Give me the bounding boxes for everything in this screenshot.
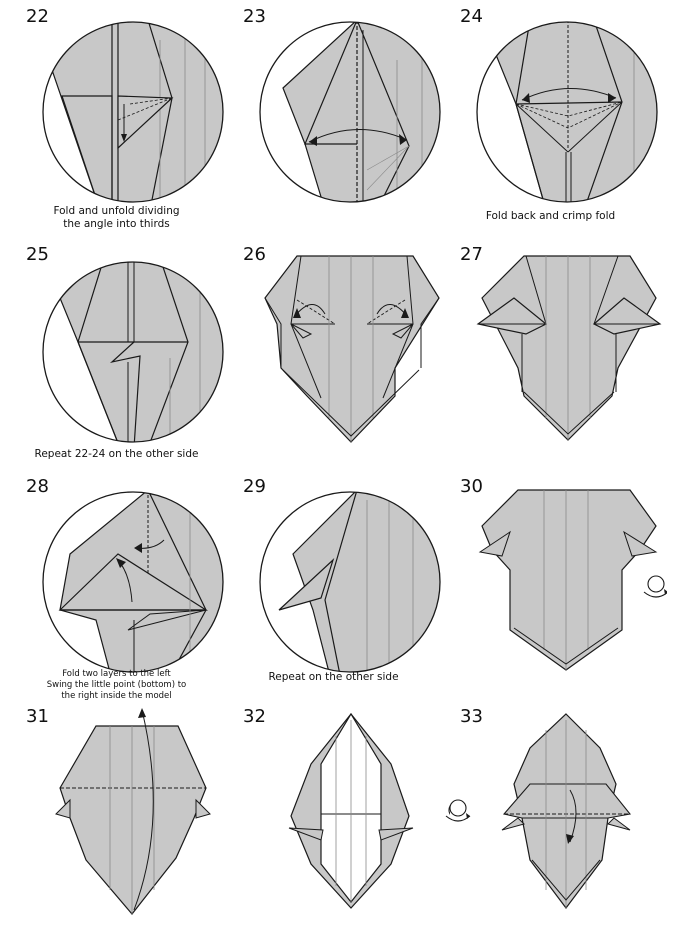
step-30 [434,470,667,702]
step-number: 27 [460,244,483,265]
step-caption: Fold back and crimp fold [485,210,616,222]
step-25 [0,238,233,470]
step-24 [434,0,667,232]
step-number: 32 [243,706,266,727]
step-number: 24 [460,6,483,27]
step-caption: Repeat on the other side [268,671,399,683]
step-22-diagram [0,0,233,232]
step-number: 28 [26,476,49,497]
step-30-diagram [434,470,667,702]
step-23 [217,0,450,232]
step-33 [434,700,667,932]
turn-over-icon [644,576,667,597]
step-23-diagram [217,0,450,232]
step-number: 26 [243,244,266,265]
step-number: 31 [26,706,49,727]
step-27-diagram [434,238,667,470]
step-29-diagram [217,470,450,702]
step-caption: Fold two layers to the left Swing the little point (bottom) to the right inside the model [46,669,187,701]
step-27 [434,238,667,470]
step-number: 25 [26,244,49,265]
step-25-diagram [0,238,233,470]
step-caption: Repeat 22-24 on the other side [34,448,199,460]
step-31-diagram [0,700,233,929]
step-26-diagram [217,238,450,470]
step-caption: Fold and unfold dividing the angle into thirds [53,205,180,230]
step-number: 29 [243,476,266,497]
step-22 [0,0,233,232]
step-number: 30 [460,476,483,497]
step-26 [217,238,450,470]
step-28 [0,470,233,702]
step-33-diagram [434,700,667,929]
step-28-diagram [0,470,233,702]
step-29 [217,470,450,702]
step-number: 23 [243,6,266,27]
step-32 [217,700,450,932]
step-number: 33 [460,706,483,727]
step-31 [0,700,233,932]
step-24-diagram [434,0,667,232]
step-32-diagram [217,700,450,929]
step-number: 22 [26,6,49,27]
